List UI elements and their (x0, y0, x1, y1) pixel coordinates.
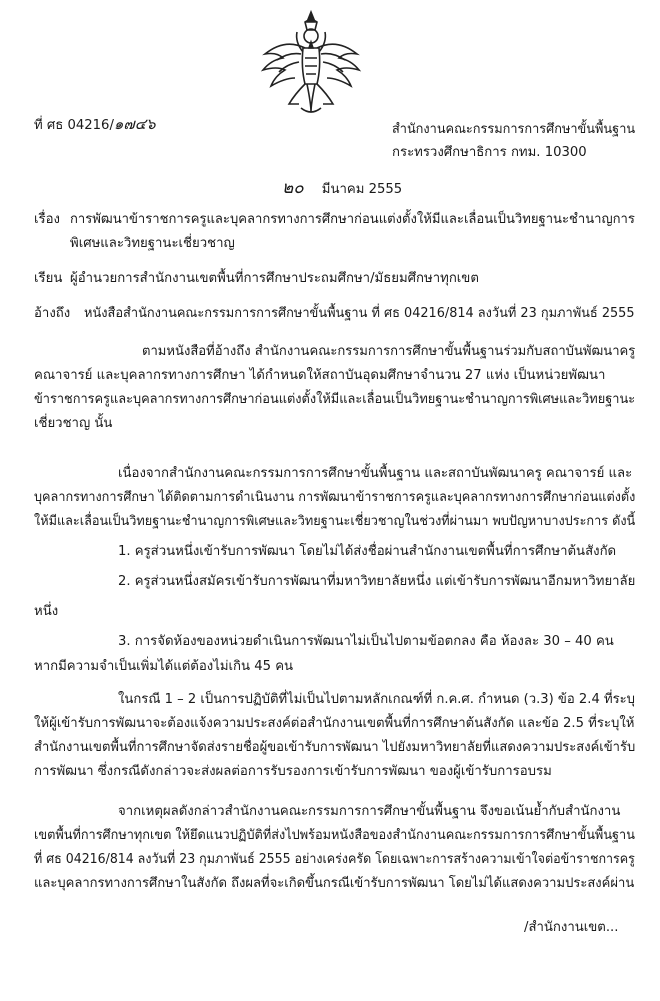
paragraph-2-line-3: ให้มีและเลื่อนเป็นวิทยฐานะชำนาญการพิเศษและวิทยฐานะเชี่ยวชาญในช่วงที่ผ่านมา พบปัญหาบางประการ ดังนี้ (34, 514, 636, 529)
recipient-text: ผู้อำนวยการสำนักงานเขตพื้นที่การศึกษาประถมศึกษา/มัธยมศึกษาทุกเขต (70, 271, 479, 286)
paragraph-3-line-4: การพัฒนา ซึ่งกรณีดังกล่าวจะส่งผลต่อการรับรองการเข้ารับการพัฒนา ของผู้เข้ารับการอบรม (34, 764, 552, 779)
list-item-3-line-2: หากมีความจำเป็นเพิ่มได้แต่ต้องไม่เกิน 45 คน (34, 659, 294, 674)
recipient-label: เรียน (34, 271, 63, 286)
paragraph-4-line-3: ที่ ศธ 04216/814 ลงวันที่ 23 กุมภาพันธ์ 2555 อย่างเคร่งครัด โดยเฉพาะการสร้างความเข้าใจต่อข้าราชการครู (34, 852, 635, 867)
list-item-1: 1. ครูส่วนหนึ่งเข้ารับการพัฒนา โดยไม่ได้ส่งชื่อผ่านสำนักงานเขตพื้นที่การศึกษาต้นสังกัด (118, 544, 617, 559)
subject-line-2: พิเศษและวิทยฐานะเชี่ยวชาญ (70, 236, 235, 251)
paragraph-4-line-1: จากเหตุผลดังกล่าวสำนักงานคณะกรรมการการศึกษาขั้นพื้นฐาน จึงขอเน้นย้ำกับสำนักงาน (118, 804, 621, 819)
continuation-text: /สำนักงานเขต... (524, 920, 619, 935)
paragraph-1-line-1: ตามหนังสือที่อ้างถึง สำนักงานคณะกรรมการการศึกษาขั้นพื้นฐานร่วมกับสถาบันพัฒนาครู (142, 344, 636, 359)
subject-line-1: การพัฒนาข้าราชการครูและบุคลากรทางการศึกษาก่อนแต่งตั้งให้มีและเลื่อนเป็นวิทยฐานะชำนาญการ (70, 212, 635, 227)
organization-address: กระทรวงศึกษาธิการ กทม. 10300 (392, 145, 587, 160)
paragraph-1-line-2: คณาจารย์ และบุคลากรทางการศึกษา ได้กำหนดให้สถาบันอุดมศึกษาจำนวน 27 แห่ง เป็นหน่วยพัฒนา (34, 368, 606, 383)
paragraph-4-line-2: เขตพื้นที่การศึกษาทุกเขต ให้ยึดแนวปฏิบัติที่ส่งไปพร้อมหนังสือของสำนักงานคณะกรรมการการศึกษาขั้นพื้นฐาน (34, 828, 635, 843)
paragraph-1-line-3: ข้าราชการครูและบุคลากรทางการศึกษาก่อนแต่งตั้งให้มีและเลื่อนเป็นวิทยฐานะชำนาญการพิเศษและวิทยฐานะ (34, 392, 636, 407)
date-month-year: มีนาคม 2555 (321, 182, 403, 197)
date-day-handwritten: ๒๐ (282, 178, 304, 198)
garuda-emblem-icon (255, 8, 367, 120)
paragraph-1-line-4: เชี่ยวชาญ นั้น (34, 416, 113, 431)
paragraph-2-line-1: เนื่องจากสำนักงานคณะกรรมการการศึกษาขั้นพื้นฐาน และสถาบันพัฒนาครู คณาจารย์ และ (118, 466, 633, 481)
list-item-3-line-1: 3. การจัดห้องของหน่วยดำเนินการพัฒนาไม่เป็นไปตามข้อตกลง คือ ห้องละ 30 – 40 คน (118, 634, 614, 649)
paragraph-2-line-2: บุคลากรทางการศึกษา ได้ติดตามการดำเนินงาน การพัฒนาข้าราชการครูและบุคลากรทางการศึกษาก่อนแต่งตั้ง (34, 490, 636, 505)
list-item-2-line-2: หนึ่ง (34, 604, 59, 619)
document-number-handwritten: ๑๗๔๖ (113, 115, 156, 133)
organization-name: สำนักงานคณะกรรมการการศึกษาขั้นพื้นฐาน (392, 122, 636, 137)
document-date (282, 174, 402, 201)
paragraph-3-line-3: สำนักงานเขตพื้นที่การศึกษาจัดส่งรายชื่อผู้ขอเข้ารับการพัฒนา ไปยังมหาวิทยาลัยที่แสดงความประสงค์เข้ารับ (34, 740, 636, 755)
paragraph-3-line-1: ในกรณี 1 – 2 เป็นการปฏิบัติที่ไม่เป็นไปตามหลักเกณฑ์ที่ ก.ค.ศ. กำหนด (ว.3) ข้อ 2.4 ที่ระบุ (118, 692, 635, 707)
paragraph-4-line-4: และบุคลากรทางการศึกษาในสังกัด ถึงผลที่จะเกิดขึ้นกรณีเข้ารับการพัฒนา โดยไม่ได้แสดงความประสงค์ผ่าน (34, 876, 635, 891)
document-number-prefix: ที่ ศธ 04216/ (34, 118, 114, 133)
reference-text: หนังสือสำนักงานคณะกรรมการการศึกษาขั้นพื้นฐาน ที่ ศธ 04216/814 ลงวันที่ 23 กุมภาพันธ์ 2555 (84, 306, 635, 321)
document-number (34, 112, 156, 136)
list-item-2-line-1: 2. ครูส่วนหนึ่งสมัครเข้ารับการพัฒนาที่มหาวิทยาลัยหนึ่ง แต่เข้ารับการพัฒนาอีกมหาวิทยาลัย (118, 574, 636, 589)
reference-label: อ้างถึง (34, 306, 71, 321)
paragraph-3-line-2: ให้ผู้เข้ารับการพัฒนาจะต้องแจ้งความประสงค์ต่อสำนักงานเขตพื้นที่การศึกษาต้นสังกัด และข้อ 2.5 ที่ระบุให้ (34, 716, 635, 731)
subject-label: เรื่อง (34, 212, 60, 227)
